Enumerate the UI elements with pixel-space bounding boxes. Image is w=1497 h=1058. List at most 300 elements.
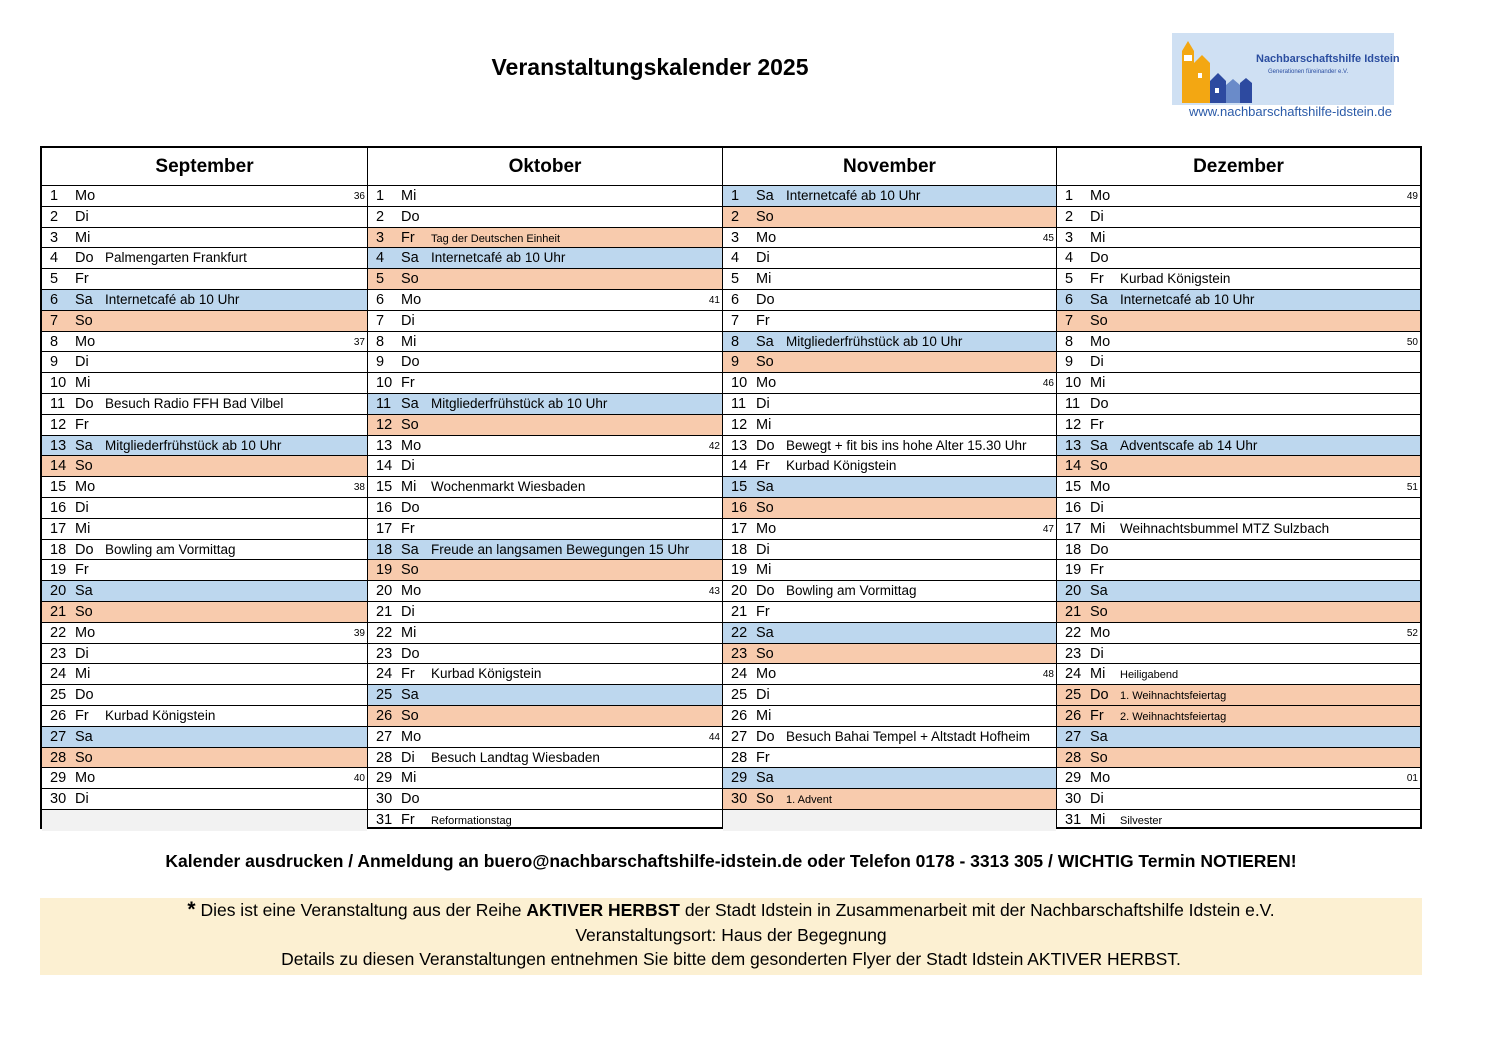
event-text: Heiligabend <box>1120 669 1179 682</box>
day-row <box>368 664 722 685</box>
weekday: Do <box>75 250 94 267</box>
day-number: 26 <box>50 707 67 724</box>
day-row <box>368 436 722 457</box>
day-number: 20 <box>376 583 393 600</box>
day-number: 22 <box>1065 624 1082 641</box>
day-row <box>1057 498 1420 519</box>
day-row <box>368 748 722 769</box>
day-row <box>42 644 367 665</box>
notice-line-1 <box>40 898 1422 923</box>
day-row <box>723 436 1056 457</box>
day-number: 2 <box>50 208 59 225</box>
day-row <box>368 581 722 602</box>
day-number: 28 <box>731 749 748 766</box>
day-number: 15 <box>1065 479 1082 496</box>
day-row <box>42 415 367 436</box>
day-number: 13 <box>731 437 748 454</box>
event-text: Internetcafé ab 10 Uhr <box>1120 291 1255 307</box>
day-row <box>42 519 367 540</box>
weekday: Mi <box>75 229 91 246</box>
day-row <box>723 685 1056 706</box>
weekday: So <box>756 645 774 662</box>
weekday: Do <box>401 208 420 225</box>
event-text: Besuch Landtag Wiesbaden <box>431 749 600 765</box>
day-number: 24 <box>1065 666 1082 683</box>
weekday: So <box>401 562 419 579</box>
weekday: Do <box>1090 395 1109 412</box>
day-row <box>1057 560 1420 581</box>
day-row <box>42 290 367 311</box>
logo <box>1172 33 1400 105</box>
weekday: Sa <box>401 687 419 704</box>
weekday: Sa <box>1090 583 1108 600</box>
weekday: Di <box>1090 208 1104 225</box>
event-text: Besuch Bahai Tempel + Altstadt Hofheim <box>786 728 1031 744</box>
weekday: Sa <box>401 395 419 412</box>
notice-box <box>40 898 1422 975</box>
day-row <box>1057 727 1420 748</box>
week-number: 51 <box>1406 482 1418 494</box>
day-row <box>42 560 367 581</box>
day-number: 7 <box>731 312 740 329</box>
day-number: 1 <box>1065 188 1074 204</box>
weekday: Do <box>401 354 420 371</box>
day-number: 13 <box>50 437 67 454</box>
weekday: Fr <box>401 375 415 392</box>
event-text: Internetcafé ab 10 Uhr <box>786 188 921 203</box>
day-number: 9 <box>50 354 59 371</box>
weekday: Sa <box>75 437 93 454</box>
day-number: 6 <box>731 291 740 308</box>
weekday: Sa <box>1090 728 1108 745</box>
day-number: 12 <box>731 416 748 433</box>
day-number: 4 <box>376 250 385 267</box>
day-number: 7 <box>376 312 385 329</box>
weekday: Mi <box>1090 375 1106 392</box>
event-text: Adventscafe ab 14 Uhr <box>1120 437 1258 453</box>
notice-line-3: Details zu diesen Veranstaltungen entnehmen Sie bitte dem gesonderten Flyer der Stadt Idstein AKTIVER HERBST. <box>281 949 1181 969</box>
day-number: 15 <box>50 479 67 496</box>
day-row <box>42 394 367 415</box>
weekday: So <box>1090 312 1108 329</box>
day-row <box>42 581 367 602</box>
day-number: 1 <box>731 188 740 204</box>
week-number: 41 <box>708 294 720 306</box>
weekday: So <box>75 603 93 620</box>
day-number: 22 <box>376 624 393 641</box>
weekday: So <box>401 271 419 288</box>
day-row <box>1057 623 1420 644</box>
day-row <box>723 664 1056 685</box>
weekday: Mi <box>401 624 417 641</box>
weekday: Fr <box>1090 707 1104 724</box>
weekday: Di <box>75 354 89 371</box>
event-text: Besuch Radio FFH Bad Vilbel <box>105 395 284 411</box>
weekday: Do <box>75 395 94 412</box>
weekday: Di <box>401 749 415 766</box>
day-row <box>368 560 722 581</box>
day-row <box>42 602 367 623</box>
day-row <box>42 269 367 290</box>
day-row <box>368 311 722 332</box>
weekday: Fr <box>75 271 89 288</box>
day-row <box>42 477 367 498</box>
weekday: Do <box>75 687 94 704</box>
weekday: Mo <box>75 770 96 787</box>
month-header: September <box>42 148 367 186</box>
day-row <box>723 498 1056 519</box>
weekday: Di <box>75 499 89 516</box>
week-number: 46 <box>1042 378 1054 390</box>
houses-logo-icon <box>1172 33 1256 105</box>
event-text: Mitgliederfrühstück ab 10 Uhr <box>431 395 608 411</box>
day-row <box>368 456 722 477</box>
weekday: Sa <box>756 624 774 641</box>
empty-row <box>723 810 1056 831</box>
day-row <box>368 706 722 727</box>
weekday: Mo <box>75 479 96 496</box>
day-number: 12 <box>50 416 67 433</box>
day-number: 14 <box>376 458 393 475</box>
day-row <box>368 789 722 810</box>
weekday: Fr <box>1090 562 1104 579</box>
day-row <box>42 436 367 457</box>
day-row <box>368 768 722 789</box>
day-number: 12 <box>376 416 393 433</box>
week-number: 47 <box>1042 523 1054 535</box>
notice-asterisk: * <box>187 898 196 921</box>
day-row <box>368 685 722 706</box>
day-row <box>723 373 1056 394</box>
weekday: Mo <box>401 583 422 600</box>
day-row <box>42 748 367 769</box>
day-number: 2 <box>1065 208 1074 225</box>
weekday: Sa <box>756 479 774 496</box>
weekday: Fr <box>401 520 415 537</box>
month-column-september <box>42 148 367 827</box>
weekday: Di <box>75 645 89 662</box>
weekday: Fr <box>756 458 770 475</box>
weekday: Di <box>1090 354 1104 371</box>
day-row <box>42 727 367 748</box>
day-row <box>1057 602 1420 623</box>
day-number: 16 <box>731 499 748 516</box>
day-row <box>723 456 1056 477</box>
day-row <box>42 352 367 373</box>
weekday: Mi <box>1090 229 1106 246</box>
weekday: Mi <box>756 271 772 288</box>
weekday: Mo <box>1090 333 1111 350</box>
day-number: 16 <box>1065 499 1082 516</box>
day-row <box>42 623 367 644</box>
calendar-table <box>40 146 1422 829</box>
weekday: Do <box>401 499 420 516</box>
event-text: Kurbad Königstein <box>105 707 216 723</box>
day-row <box>368 415 722 436</box>
day-row <box>1057 768 1420 789</box>
day-row <box>723 415 1056 436</box>
day-number: 2 <box>731 208 740 225</box>
event-text: Kurbad Königstein <box>1120 271 1231 287</box>
day-row <box>1057 373 1420 394</box>
weekday: Mi <box>75 666 91 683</box>
day-row <box>723 248 1056 269</box>
day-number: 10 <box>376 375 393 392</box>
day-row <box>1057 269 1420 290</box>
day-row <box>1057 186 1420 207</box>
day-number: 4 <box>731 250 740 267</box>
weekday: Mi <box>75 375 91 392</box>
weekday: Mo <box>75 624 96 641</box>
day-number: 21 <box>731 603 748 620</box>
weekday: Mi <box>75 520 91 537</box>
day-number: 5 <box>1065 271 1074 288</box>
weekday: Do <box>1090 687 1109 704</box>
weekday: So <box>756 354 774 371</box>
day-row <box>42 373 367 394</box>
week-number: 38 <box>353 482 365 494</box>
day-number: 30 <box>376 791 393 808</box>
month-header: Dezember <box>1057 148 1420 186</box>
event-text: Palmengarten Frankfurt <box>105 250 247 266</box>
day-number: 21 <box>50 603 67 620</box>
day-row <box>723 207 1056 228</box>
week-number: 52 <box>1406 627 1418 639</box>
day-row <box>1057 789 1420 810</box>
day-number: 21 <box>1065 603 1082 620</box>
weekday: Sa <box>401 250 419 267</box>
day-number: 18 <box>731 541 748 558</box>
day-row <box>42 768 367 789</box>
day-row <box>42 456 367 477</box>
event-text: 1. Weihnachtsfeiertag <box>1120 690 1227 703</box>
weekday: So <box>75 312 93 329</box>
weekday: So <box>756 208 774 225</box>
weekday: Fr <box>75 562 89 579</box>
event-text: Reformationstag <box>431 814 512 827</box>
day-row <box>723 748 1056 769</box>
day-row <box>42 228 367 249</box>
weekday: Di <box>75 791 89 808</box>
day-number: 9 <box>731 354 740 371</box>
day-row <box>1057 644 1420 665</box>
day-number: 18 <box>50 541 67 558</box>
day-number: 11 <box>731 395 747 412</box>
weekday: Sa <box>75 728 93 745</box>
day-row <box>1057 436 1420 457</box>
week-number: 49 <box>1406 191 1418 202</box>
day-number: 16 <box>50 499 67 516</box>
weekday: Mo <box>1090 188 1111 204</box>
day-number: 6 <box>376 291 385 308</box>
notice-line-1-pre: Dies ist eine Veranstaltung aus der Reihe <box>195 900 527 920</box>
weekday: Do <box>401 645 420 662</box>
day-number: 23 <box>1065 645 1082 662</box>
day-row <box>1057 581 1420 602</box>
day-number: 31 <box>376 811 393 828</box>
empty-row <box>42 810 367 831</box>
weekday: Mi <box>401 770 417 787</box>
day-row <box>42 248 367 269</box>
day-number: 20 <box>1065 583 1082 600</box>
day-number: 5 <box>50 271 59 288</box>
weekday: Sa <box>75 583 93 600</box>
day-row <box>723 394 1056 415</box>
weekday: Di <box>1090 791 1104 808</box>
notice-line-1-post: der Stadt Idstein in Zusammenarbeit mit der Nachbarschaftshilfe Idstein e.V. <box>679 900 1275 920</box>
event-text: Internetcafé ab 10 Uhr <box>431 250 566 266</box>
day-number: 25 <box>376 687 393 704</box>
day-row <box>1057 207 1420 228</box>
day-number: 30 <box>50 791 67 808</box>
day-row <box>42 706 367 727</box>
day-number: 24 <box>731 666 748 683</box>
event-text: 1. Advent <box>786 794 832 807</box>
day-number: 28 <box>1065 749 1082 766</box>
day-number: 8 <box>1065 333 1074 350</box>
day-row <box>1057 685 1420 706</box>
day-row <box>1057 664 1420 685</box>
day-row <box>723 623 1056 644</box>
weekday: Sa <box>1090 437 1108 454</box>
month-column-november <box>722 148 1056 827</box>
day-row <box>368 477 722 498</box>
weekday: Do <box>756 583 775 600</box>
weekday: Fr <box>756 749 770 766</box>
notice-line-2: Veranstaltungsort: Haus der Begegnung <box>575 924 887 945</box>
day-number: 14 <box>50 458 67 475</box>
day-number: 8 <box>50 333 59 350</box>
day-number: 17 <box>1065 520 1082 537</box>
weekday: Di <box>401 458 415 475</box>
day-row <box>1057 311 1420 332</box>
event-text: Kurbad Königstein <box>431 666 542 682</box>
day-row <box>723 789 1056 810</box>
weekday: Mo <box>401 728 422 745</box>
weekday: Fr <box>756 603 770 620</box>
day-number: 26 <box>1065 707 1082 724</box>
weekday: Fr <box>1090 416 1104 433</box>
weekday: Sa <box>756 188 774 204</box>
day-row <box>368 186 722 207</box>
week-number: 01 <box>1406 773 1418 785</box>
day-number: 17 <box>50 520 67 537</box>
weekday: Mi <box>1090 811 1106 828</box>
weekday: Mo <box>756 520 777 537</box>
day-number: 5 <box>731 271 740 288</box>
day-row <box>1057 519 1420 540</box>
month-header: November <box>723 148 1056 186</box>
weekday: Di <box>756 687 770 704</box>
day-row <box>723 186 1056 207</box>
week-number: 37 <box>353 336 365 348</box>
weekday: Sa <box>756 770 774 787</box>
day-row <box>368 332 722 353</box>
day-number: 8 <box>731 333 740 350</box>
weekday: Do <box>1090 250 1109 267</box>
day-row <box>42 498 367 519</box>
day-number: 3 <box>376 229 385 246</box>
day-row <box>368 644 722 665</box>
day-number: 19 <box>50 562 67 579</box>
day-number: 22 <box>50 624 67 641</box>
website-link[interactable]: www.nachbarschaftshilfe-idstein.de <box>1188 104 1392 119</box>
event-text: Bewegt + fit bis ins hohe Alter 15.30 Uhr <box>786 437 1027 453</box>
day-number: 17 <box>731 520 748 537</box>
day-row <box>42 186 367 207</box>
weekday: So <box>1090 749 1108 766</box>
day-number: 27 <box>731 728 748 745</box>
weekday: Mi <box>401 333 417 350</box>
day-row <box>368 810 722 831</box>
day-number: 15 <box>376 479 393 496</box>
month-column-oktober <box>367 148 722 827</box>
week-number: 44 <box>708 731 720 743</box>
day-number: 14 <box>1065 458 1082 475</box>
day-row <box>368 269 722 290</box>
logo-name: Nachbarschaftshilfe Idstein <box>1256 53 1400 65</box>
day-number: 19 <box>1065 562 1082 579</box>
month-header: Oktober <box>368 148 722 186</box>
day-number: 18 <box>376 541 393 558</box>
week-number: 48 <box>1042 669 1054 681</box>
weekday: Mo <box>401 437 422 454</box>
event-text: Kurbad Königstein <box>786 458 897 474</box>
weekday: So <box>1090 603 1108 620</box>
weekday: Sa <box>401 541 419 558</box>
event-text: Tag der Deutschen Einheit <box>431 232 561 245</box>
event-text: Wochenmarkt Wiesbaden <box>431 479 586 495</box>
day-row <box>723 290 1056 311</box>
weekday: Fr <box>75 416 89 433</box>
day-row <box>42 332 367 353</box>
day-number: 13 <box>1065 437 1082 454</box>
weekday: Sa <box>1090 291 1108 308</box>
day-row <box>723 311 1056 332</box>
day-row <box>368 623 722 644</box>
day-number: 18 <box>1065 541 1082 558</box>
day-row <box>723 602 1056 623</box>
weekday: Fr <box>756 312 770 329</box>
day-number: 10 <box>1065 375 1082 392</box>
day-row <box>42 311 367 332</box>
day-row <box>1057 706 1420 727</box>
weekday: Di <box>756 250 770 267</box>
weekday: So <box>756 791 774 808</box>
weekday: Di <box>1090 645 1104 662</box>
day-number: 7 <box>1065 312 1074 329</box>
weekday: Sa <box>756 333 774 350</box>
day-row <box>723 332 1056 353</box>
day-row <box>368 540 722 561</box>
event-text: Bowling am Vormittag <box>786 583 917 599</box>
day-row <box>723 352 1056 373</box>
day-row <box>723 540 1056 561</box>
weekday: Di <box>1090 499 1104 516</box>
notice-line-1-bold: AKTIVER HERBST <box>526 900 680 920</box>
day-number: 11 <box>50 395 66 412</box>
day-number: 30 <box>731 791 748 808</box>
weekday: Mo <box>756 375 777 392</box>
day-row <box>1057 415 1420 436</box>
day-number: 6 <box>50 291 59 308</box>
weekday: So <box>1090 458 1108 475</box>
day-number: 28 <box>50 749 67 766</box>
day-number: 26 <box>376 707 393 724</box>
day-row <box>42 664 367 685</box>
week-number: 50 <box>1406 336 1418 348</box>
day-number: 22 <box>731 624 748 641</box>
